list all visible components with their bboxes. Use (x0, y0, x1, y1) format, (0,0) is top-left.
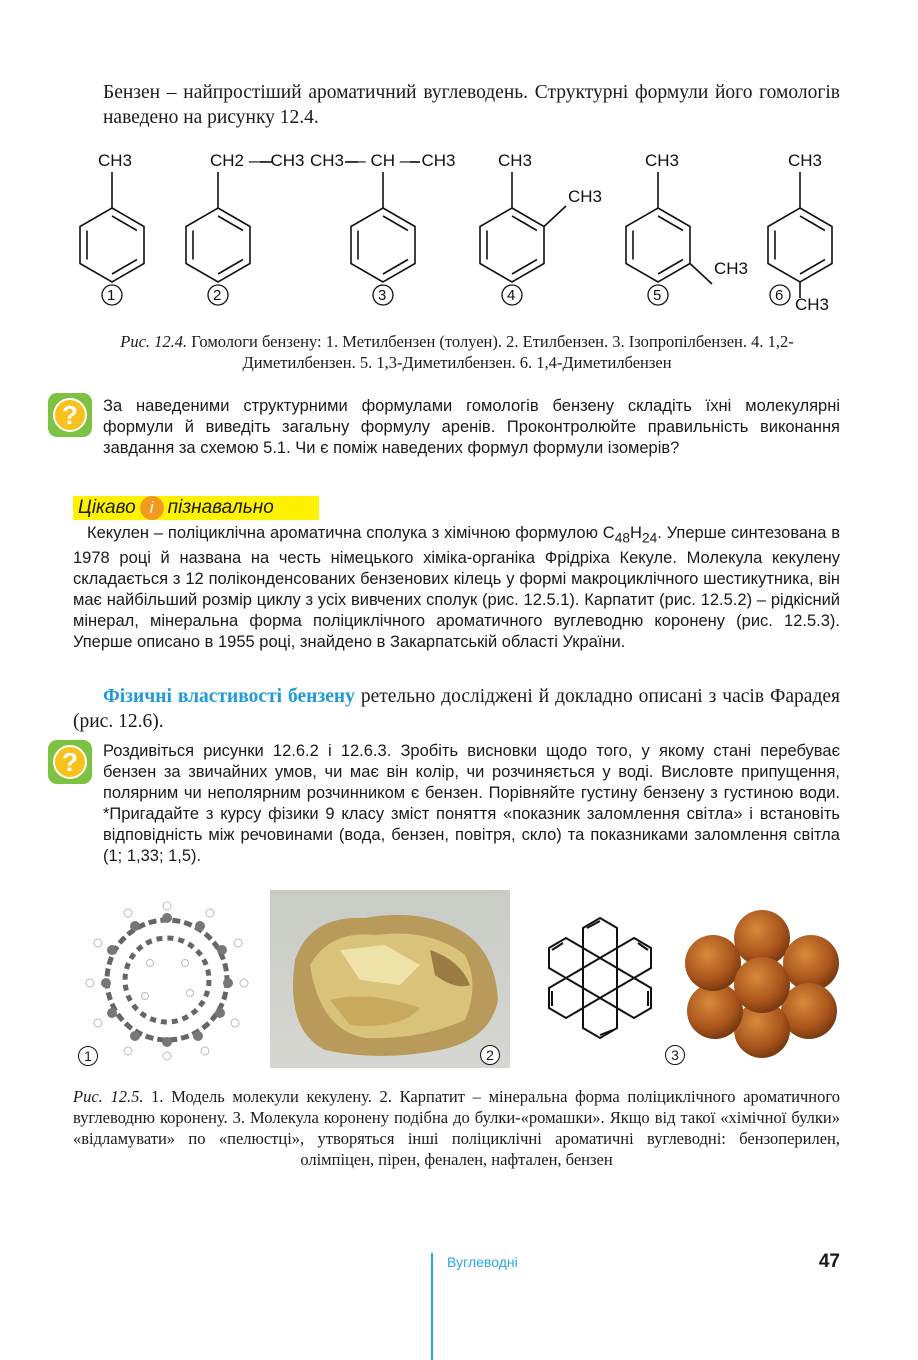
formula-sub-48: 48 (614, 530, 631, 546)
question-icon: ? (48, 393, 92, 437)
figure-12-5-photos (70, 888, 850, 1070)
intro-paragraph: Бензен – найпростіший ароматичний вуглеводень. Структурні формули його гомологів наведено на рисунку 12.4. (103, 82, 840, 128)
m6-bottom-label: CH3 (795, 295, 830, 314)
formula-h: H (630, 524, 642, 542)
footer-divider (431, 1253, 433, 1360)
banner-word-2: пізнавально (167, 497, 274, 518)
bun-chamomile-image (685, 908, 840, 1058)
physical-properties-paragraph (73, 684, 840, 734)
m4-top-label: CH3 (498, 151, 533, 170)
m5-top-label: CH3 (645, 151, 680, 170)
benzene-ring-2 (186, 162, 272, 282)
homolog-number-1: 1 (107, 287, 116, 304)
physical-text: ретельно досліджені й докладно описані з часів Фарадея (рис. 12.6). (73, 686, 840, 732)
photo-number-3: 3 (665, 1045, 685, 1065)
page-number: 47 (818, 1251, 840, 1272)
caption-prefix: Рис. 12.5. (73, 1087, 144, 1106)
task-1-text: За наведеними структурними формулами гомологів бензену складіть їхні молекулярні формули й виведіть загальну формулу аренів. Проконтролюйте правильність виконання завдання за схемою 5.1. Чи є поміж наведених формул формули ізомерів? (103, 397, 840, 457)
benzene-ring-4 (480, 172, 566, 282)
benzene-ring-3 (345, 162, 420, 282)
benzene-ring-1 (80, 172, 144, 282)
kekulene-text-after: . Уперше синтезована в 1978 році й названа на честь німецького хіміка-органіка Фрідріха Кекуле. Молекула кекулену складається з 12 поліконденсованих бензенових кілець у формі макроциклічного шестикутника, він має найбільший розмір циклу з усіх вивчених сполук (рис. 12.5.1). Карпатит (рис. 12.5.2) – рідкісний мінерал, мінеральна форма поліциклічного ароматичного вуглеводню коронену (рис. 12.5.3). Уперше описано в 1955 році, знайдено в Закарпатській області України. (73, 524, 840, 652)
kekulene-model-image (70, 888, 265, 1068)
photo-number-1: 1 (78, 1046, 98, 1066)
homolog-number-6: 6 (775, 287, 784, 304)
caption-prefix: Рис. 12.4. (120, 332, 188, 351)
m4-side-label: CH3 (568, 187, 603, 206)
m3-top-label: CH3 — CH — CH3 (310, 151, 456, 170)
footer-section-title: Вуглеводні (447, 1254, 518, 1270)
figure-caption-12-5 (73, 1086, 840, 1170)
banner-i-circle: і (140, 496, 164, 520)
question-icon: ? (48, 740, 92, 784)
benzene-ring-6 (768, 172, 832, 298)
homologs-figure (60, 140, 860, 325)
figure-caption-12-4 (73, 331, 841, 373)
benzene-ring-5 (626, 172, 712, 284)
homologs-svg (60, 140, 860, 325)
homolog-number-4: 4 (507, 287, 516, 304)
m6-top-label: CH3 (788, 151, 823, 170)
physical-highlight: Фізичні властивості бензену (103, 686, 355, 707)
homolog-number-3: 3 (378, 287, 387, 304)
m1-top-label: CH3 (98, 151, 133, 170)
caption-text: 1. Модель молекули кекулену. 2. Карпатит – мінеральна форма поліциклічного ароматичного вуглеводню коронену. 3. Молекула коронену подібна до булки-«ромашки». Якщо від такої «хімічної булки» «відламувати» по «пелюстці», утворяться інші поліциклічні ароматичні вуглеводні: бензоперилен, олімпіцен, пірен, фенален, нафтален, бензен (73, 1087, 840, 1169)
photo-number-2: 2 (480, 1045, 500, 1065)
task-2-text: Роздивіться рисунки 12.6.2 і 12.6.3. Зробіть висновки щодо того, у якому стані перебуває бензен за звичайних умов, чи має він колір, чи розчиняється у воді. Висловте припущення, полярним чи неполярним розчинником є бензен. Порівняйте густину бензену з густиною води. *Пригадайте з курсу фізики 9 класу зміст поняття «показник заломлення світла» і встановіть відповідність між речовинами (вода, бензен, повітря, скло) та показниками заломлення світла (1; 1,33; 1,5). (103, 742, 840, 865)
kekulene-paragraph (73, 523, 840, 653)
interesting-banner (73, 496, 319, 520)
banner-word-1: Цікаво (78, 497, 136, 518)
coronene-structure-image (525, 903, 675, 1063)
kekulene-text-before: Кекулен – поліциклічна ароматична сполука з хімічною формулою C (87, 524, 615, 542)
karpatite-mineral-image (270, 890, 510, 1068)
m5-side-label: CH3 (714, 259, 749, 278)
caption-text: Гомологи бензену: 1. Метилбензен (толуен). 2. Етилбензен. 3. Ізопропілбензен. 4. 1,2-Диметилбензен. 5. 1,3-Диметилбензен. 6. 1,4-Диметилбензен (187, 332, 794, 372)
homolog-number-5: 5 (653, 287, 662, 304)
homolog-number-2: 2 (213, 287, 222, 304)
formula-sub-24: 24 (641, 530, 658, 546)
m2-top-label: CH2 — CH3 (210, 151, 305, 170)
